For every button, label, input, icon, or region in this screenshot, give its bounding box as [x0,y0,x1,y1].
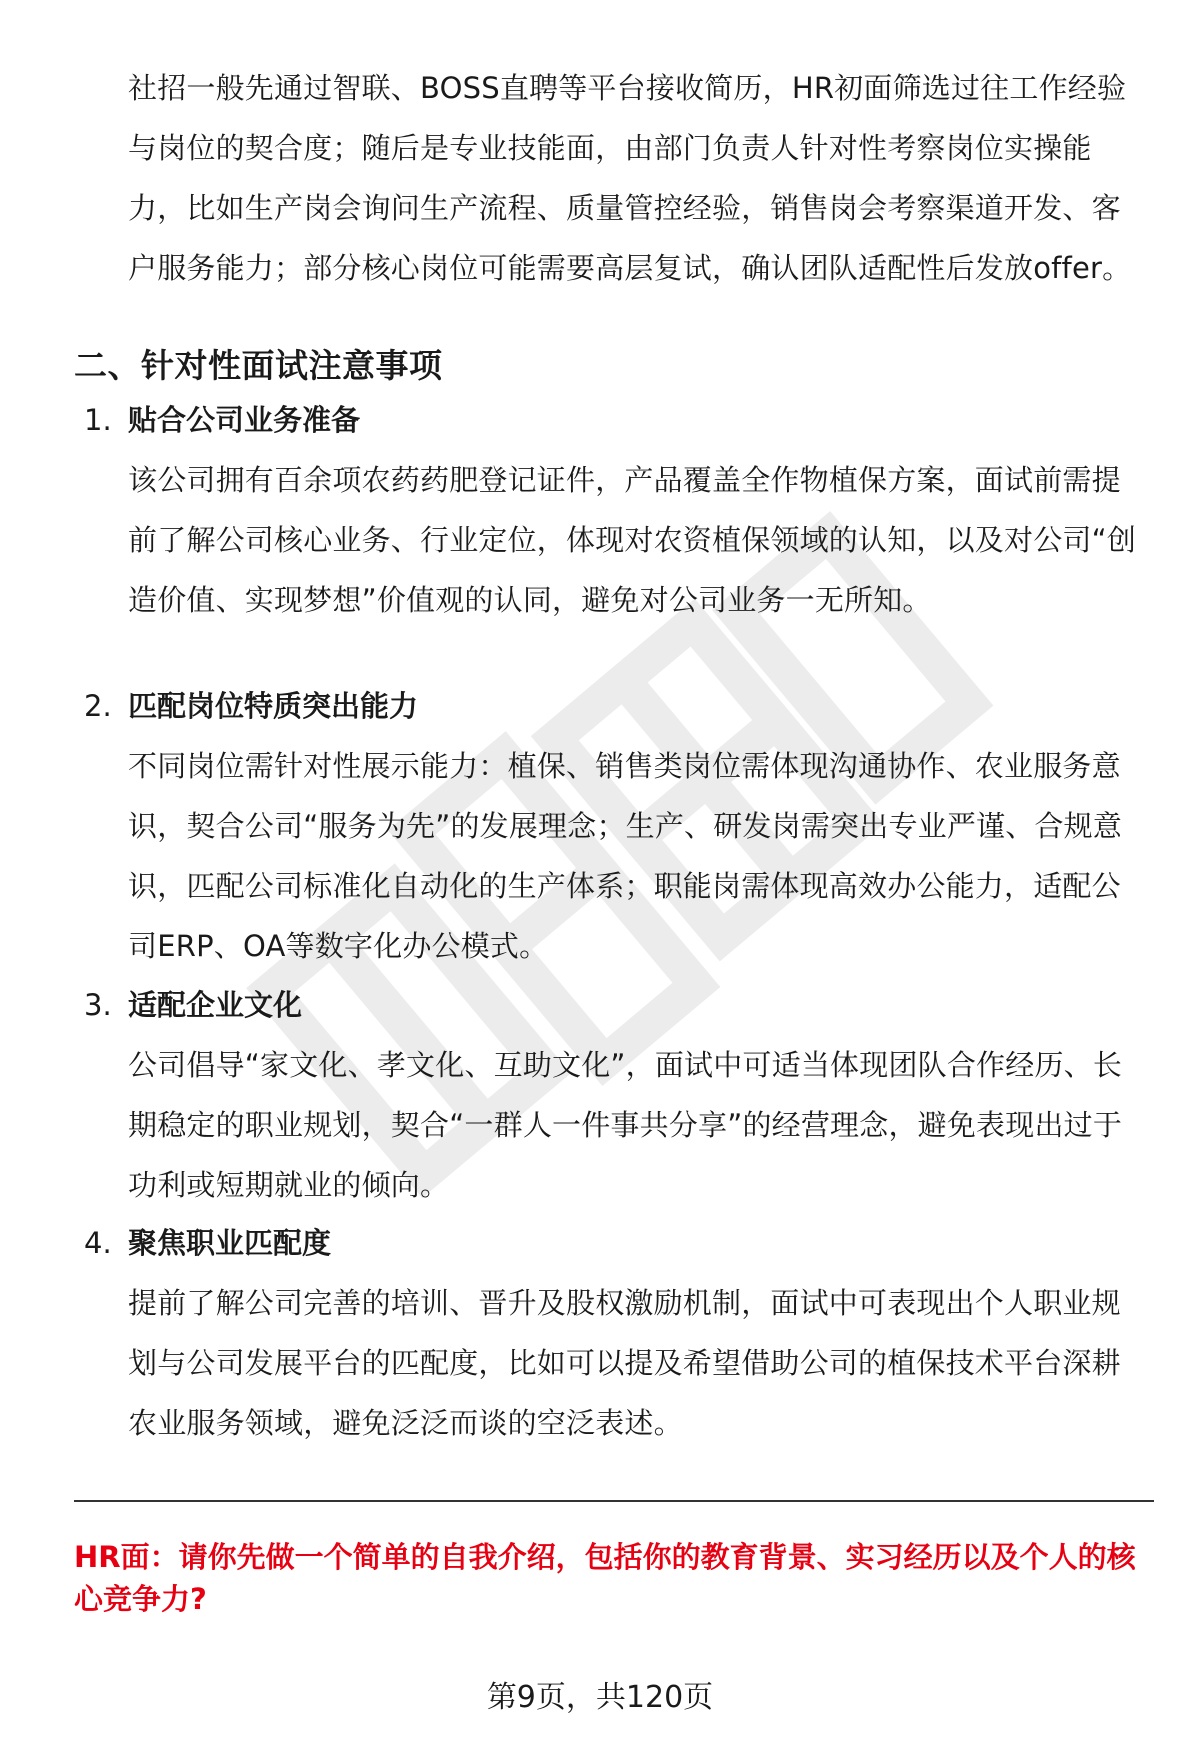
list-item-body: 不同岗位需针对性展示能力：植保、销售类岗位需体现沟通协作、农业服务意识，契合公司“服务为先”的发展理念；生产、研发岗需突出专业严谨、合规意识，匹配公司标准化自动化的生产体系；职能岗需体现高效办公能力，适配公司ERP、OA等数字化办公模式。 [128,749,1123,963]
section-heading: 二、针对性面试注意事项 [74,346,443,385]
intro-paragraph: 社招一般先通过智联、BOSS直聘等平台接收简历，HR初面筛选过往工作经验与岗位的契合度；随后是专业技能面，由部门负责人针对性考察岗位实操能力，比如生产岗会询问生产流程、质量管控经验，销售岗会考察渠道开发、客户服务能力；部分核心岗位可能需要高层复试，确认团队适配性后发放offer。 [128,71,1132,285]
list-item-body: 提前了解公司完善的培训、晋升及股权激励机制，面试中可表现出个人职业规划与公司发展平台的匹配度，比如可以提及希望借助公司的植保技术平台深耕农业服务领域，避免泛泛而谈的空泛表述。 [128,1286,1121,1440]
list-item-body: 该公司拥有百余项农药药肥登记证件，产品覆盖全作物植保方案，面试前需提前了解公司核心业务、行业定位，体现对农资植保领域的认知，以及对公司“创造价值、实现梦想”价值观的认同，避免对公司业务一无所知。 [128,463,1137,617]
page-number: 第9页，共120页 [486,1680,714,1715]
list-item-title: 聚焦职业匹配度 [128,1226,332,1260]
list-item-number: 2. [84,689,112,723]
list-item-body: 公司倡导“家文化、孝文化、互助文化”，面试中可适当体现团队合作经历、长期稳定的职业规划，契合“一群人一件事共分享”的经营理念，避免表现出过于功利或短期就业的倾向。 [128,1048,1123,1202]
list-item-number: 1. [84,403,112,437]
list-item-number: 4. [84,1226,112,1260]
interview-question: HR面：请你先做一个简单的自我介绍，包括你的教育背景、实习经历以及个人的核心竞争力? [74,1540,1136,1616]
list-item-title: 适配企业文化 [128,988,303,1022]
list-item-title: 贴合公司业务准备 [128,403,361,437]
list-item-number: 3. [84,988,112,1022]
divider [74,1500,1154,1502]
list-item-title: 匹配岗位特质突出能力 [128,689,419,723]
